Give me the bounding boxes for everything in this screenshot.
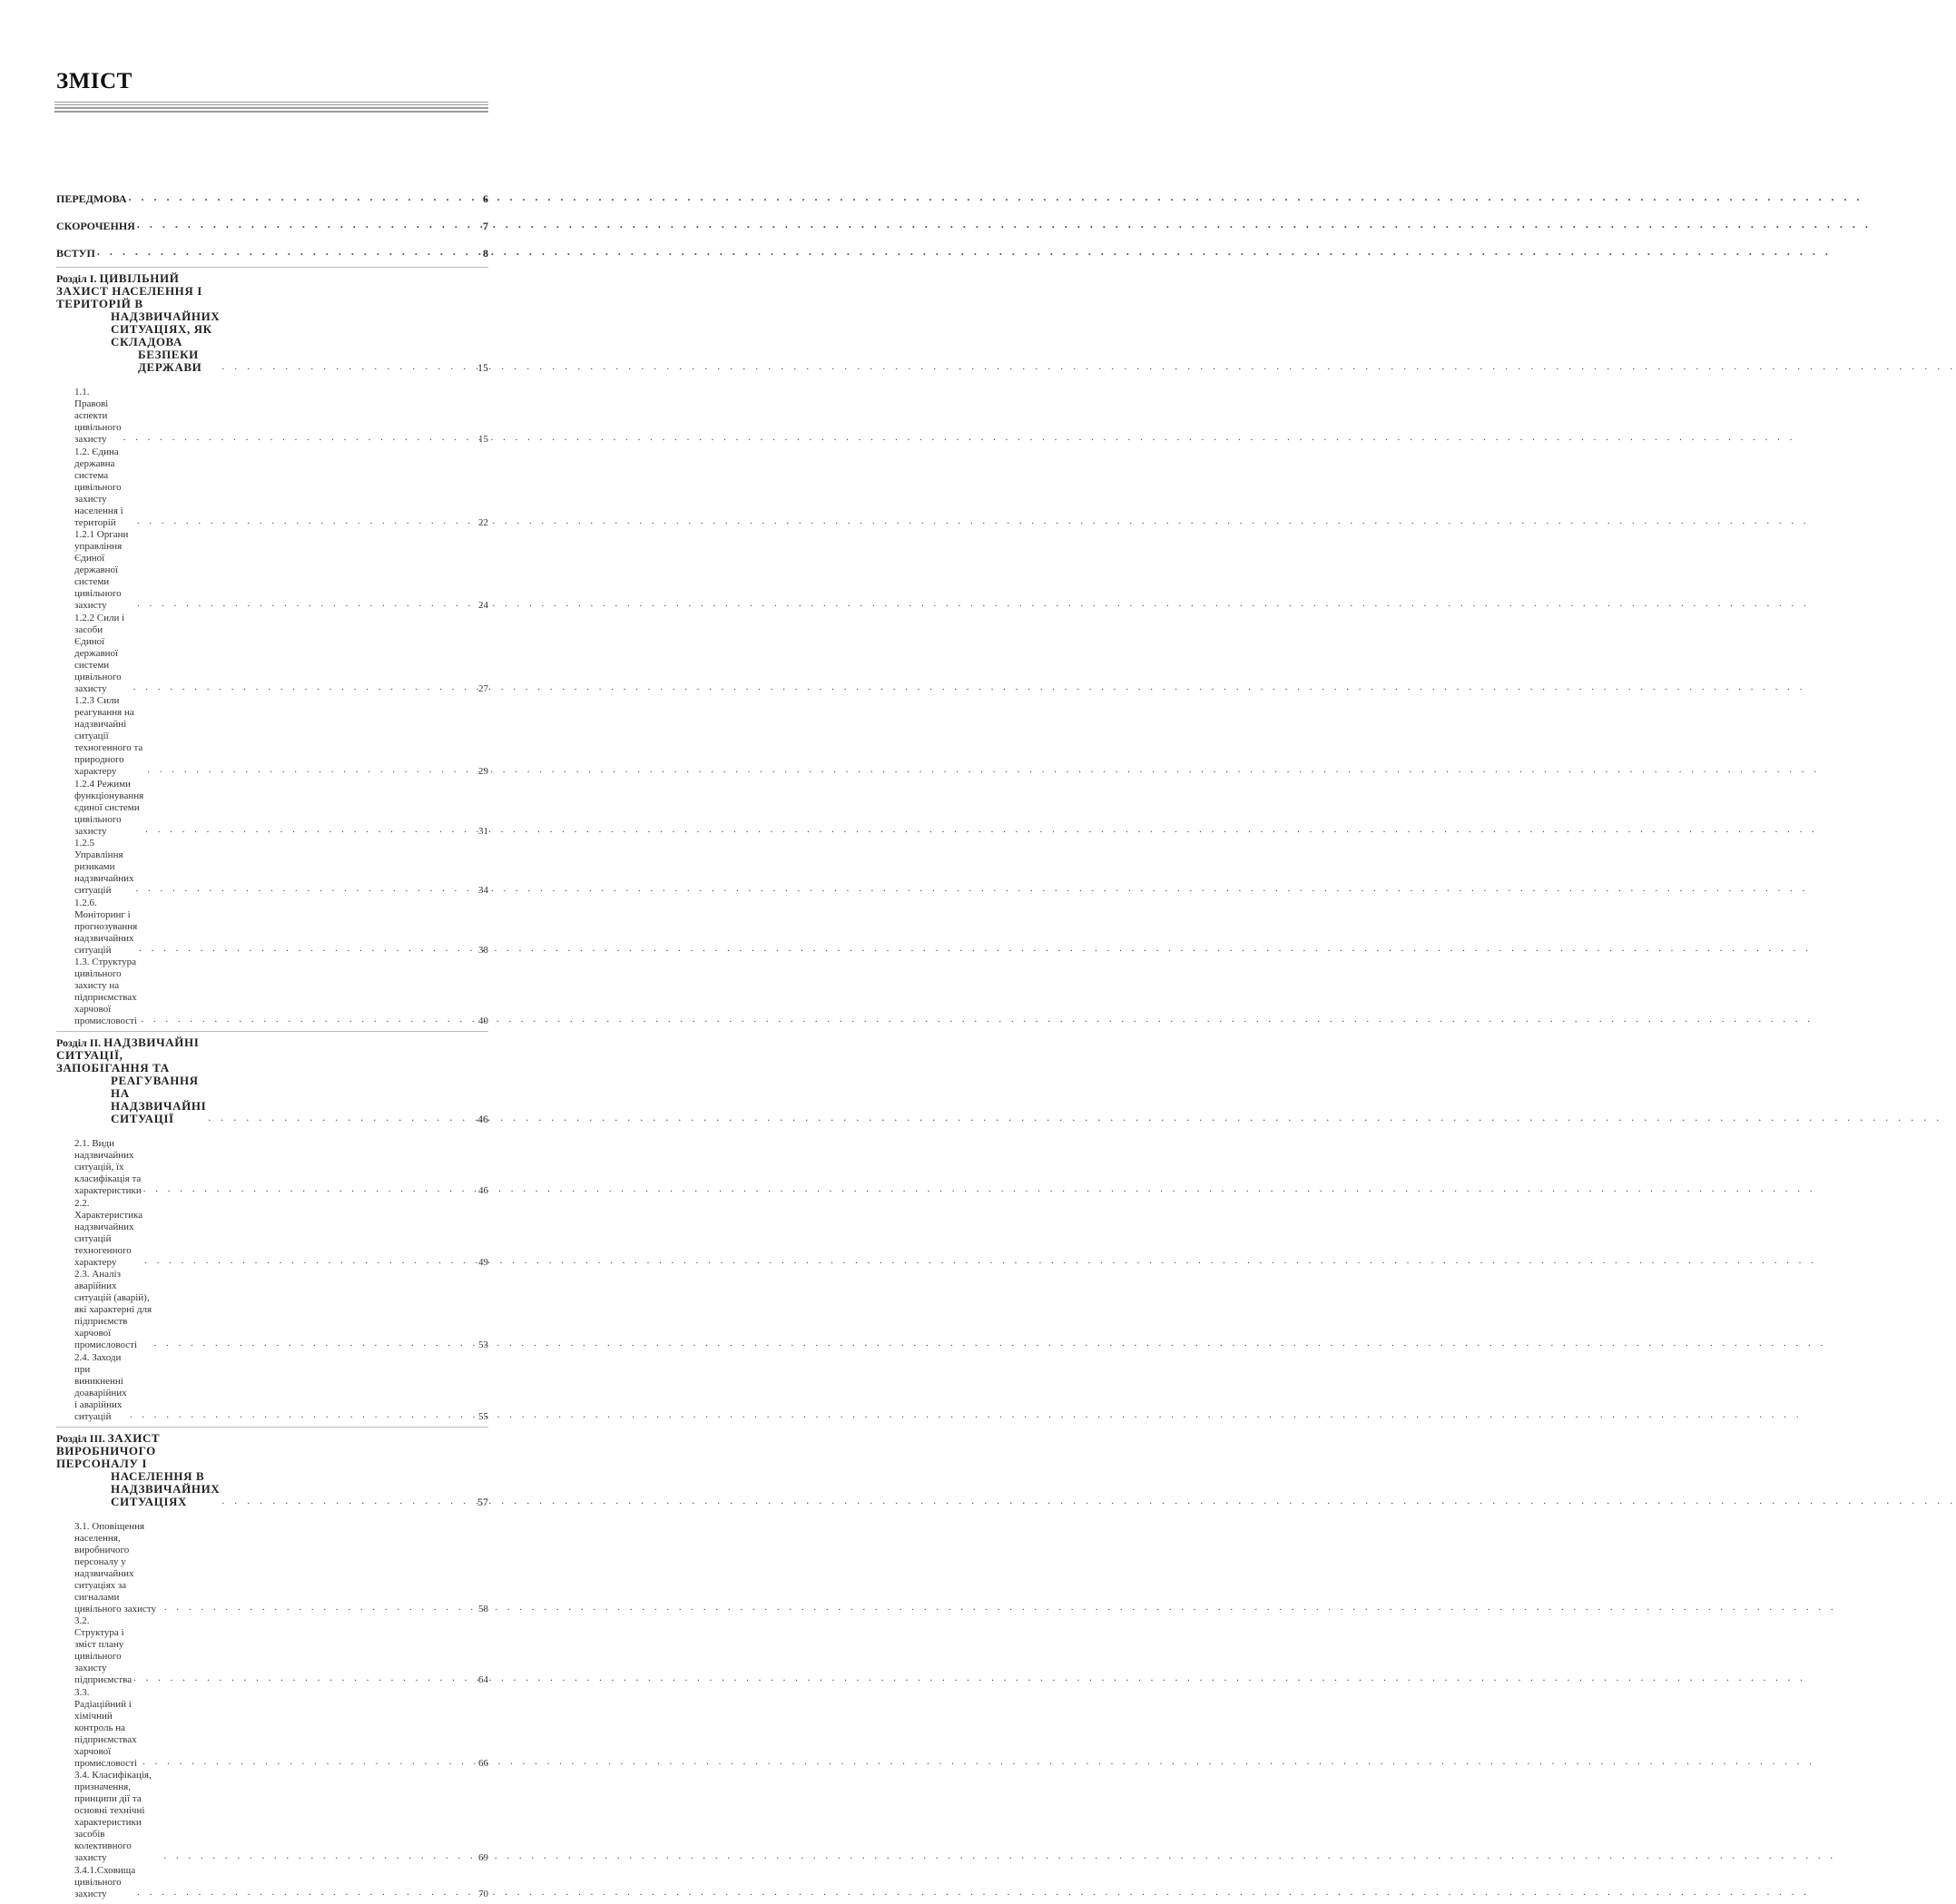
- dot-leader: [123, 432, 472, 444]
- section-prefix: Розділ І.: [56, 272, 97, 285]
- toc-entry-preface[interactable]: [56, 191, 488, 205]
- toc-item[interactable]: [56, 529, 488, 612]
- toc-item[interactable]: [56, 1352, 488, 1423]
- dot-leader: [164, 1602, 472, 1614]
- document-page: [0, 0, 545, 1899]
- dot-leader: [144, 1255, 472, 1267]
- toc-item-text: 2.1. Види надзвичайних ситуацій, їх класифікація та характеристики: [74, 1138, 142, 1196]
- dot-leader: [208, 1111, 472, 1124]
- toc-item[interactable]: [56, 898, 488, 957]
- toc-page-number: 46: [478, 1185, 488, 1196]
- toc-page-number: 34: [478, 885, 488, 896]
- toc-item-text: 1.1. Правові аспекти цивільного захисту: [74, 387, 122, 445]
- dot-leader: [137, 598, 472, 610]
- dot-leader: [130, 1409, 472, 1421]
- toc-page-number: 29: [478, 766, 488, 777]
- section-title: [56, 272, 220, 374]
- toc-page-number: 27: [478, 682, 488, 694]
- dot-leader: [145, 824, 472, 836]
- dot-leader: [97, 245, 472, 258]
- toc-page-number: 22: [478, 516, 488, 528]
- toc-item[interactable]: [56, 1770, 488, 1864]
- toc-item-text: 3.3. Радіаційний і хімічний контроль на підприємствах харчової промисловості: [74, 1686, 138, 1769]
- toc-page-number: 31: [478, 825, 488, 837]
- section-title-line: НАСЕЛЕННЯ В НАДЗВИЧАЙНИХ СИТУАЦІЯХ: [111, 1468, 221, 1508]
- section-title: [56, 1036, 206, 1125]
- toc-item-text: 1.3. Структура цивільного захисту на підприємствах харчової промисловості: [74, 957, 138, 1026]
- toc-item[interactable]: [56, 838, 488, 897]
- toc-item-text: 1.2.6. Моніторинг і прогнозування надзвичайних ситуацій: [74, 897, 138, 956]
- dot-leader: [143, 1183, 472, 1195]
- page-title: ЗМІСТ: [56, 69, 133, 93]
- section-prefix: Розділ ІІІ.: [56, 1431, 105, 1445]
- toc-item-text: 2.4. Заходи при виникненні доаварійних і аварійних ситуацій: [74, 1351, 127, 1422]
- toc-section-1[interactable]: [56, 272, 488, 374]
- section-title-line: НАДЗВИЧАЙНІ СИТУАЦІЇ, ЗАПОБІГАННЯ ТА: [56, 1035, 200, 1075]
- dot-leader: [136, 883, 473, 895]
- toc-item[interactable]: [56, 1615, 488, 1686]
- toc-item-text: 1.2.2 Сили і засоби Єдиної державної системи цивільного захисту: [74, 612, 125, 694]
- toc-item-text: 2.3. Аналіз аварійних ситуацій (аварій), які характерні для підприємств харчової промисловості: [74, 1269, 152, 1350]
- toc-item-text: 3.4.1.Сховища цивільного захисту: [74, 1864, 136, 1899]
- toc-page-number: 46: [477, 1113, 488, 1125]
- section-divider: [56, 1427, 488, 1428]
- toc-page-number: 7: [483, 220, 488, 232]
- title-rule: [54, 107, 488, 109]
- dot-leader: [143, 1756, 472, 1768]
- toc-item[interactable]: [56, 613, 488, 695]
- toc-page-number: 57: [477, 1495, 488, 1508]
- toc-page-number: 49: [478, 1256, 488, 1268]
- toc-page-number: 6: [483, 192, 488, 205]
- toc-item[interactable]: [56, 1521, 488, 1615]
- toc-item[interactable]: [56, 1687, 488, 1770]
- toc-item-text: 1.2.4 Режими функціонування єдиної системи цивільного захисту: [74, 778, 144, 837]
- toc-section-2[interactable]: [56, 1036, 488, 1125]
- toc-item-text: 2.2. Характеристика надзвичайних ситуацій техногенного характеру: [74, 1197, 143, 1268]
- toc-item[interactable]: [56, 1269, 488, 1351]
- section-title-line: ЦИВІЛЬНИЙ ЗАХИСТ НАСЕЛЕННЯ І ТЕРИТОРІЙ В: [56, 271, 202, 310]
- dot-leader: [133, 682, 472, 693]
- toc-page-number: 64: [478, 1674, 488, 1685]
- dot-leader: [137, 1887, 472, 1899]
- toc-item[interactable]: [56, 1198, 488, 1269]
- toc-item[interactable]: [56, 447, 488, 529]
- toc-item-text: 3.2. Структура і зміст плану цивільного захисту підприємства: [74, 1615, 133, 1685]
- section-title: [56, 1432, 220, 1508]
- dot-leader: [221, 1494, 472, 1507]
- toc-entry-label: ВСТУП: [56, 247, 95, 260]
- dot-leader: [221, 359, 472, 372]
- toc-item-text: 1.2. Єдина державна система цивільного захисту населення і територій: [74, 446, 123, 528]
- section-2-items: [56, 1138, 488, 1423]
- title-rule: [54, 102, 488, 103]
- toc-item-text: 1.2.3 Сили реагування на надзвичайні ситуації техногенного та природного характеру: [74, 695, 143, 777]
- section-3-items: [56, 1521, 488, 1900]
- dot-leader: [137, 218, 472, 231]
- toc-page-number: 55: [478, 1410, 488, 1422]
- dot-leader: [141, 1014, 472, 1026]
- toc-item-text: 3.1. Оповіщення населення, виробничого персоналу у надзвичайних ситуаціях за сигналами цивільного захисту: [74, 1520, 157, 1614]
- section-title-line: НАДЗВИЧАЙНИХ СИТУАЦІЯХ, ЯК СКЛАДОВА: [111, 309, 221, 348]
- dot-leader: [133, 1673, 472, 1684]
- table-of-contents: [56, 191, 488, 1904]
- toc-item-text: 1.2.1 Органи управління Єдиної державної системи цивільного захисту: [74, 529, 129, 611]
- toc-item[interactable]: [56, 387, 488, 446]
- toc-page-number: 53: [478, 1340, 488, 1350]
- toc-item[interactable]: [56, 1865, 488, 1900]
- toc-item[interactable]: [56, 957, 488, 1027]
- toc-item-text: 1.2.5 Управління ризиками надзвичайних ситуацій: [74, 838, 134, 896]
- dot-leader: [153, 1338, 472, 1349]
- toc-section-3[interactable]: [56, 1432, 488, 1508]
- dot-leader: [139, 943, 472, 955]
- toc-page-number: 15: [477, 361, 488, 374]
- toc-page-number: 70: [478, 1888, 488, 1899]
- section-title-line: ЗАХИСТ ВИРОБНИЧОГО ПЕРСОНАЛУ І: [56, 1430, 161, 1470]
- toc-page-number: 15: [478, 434, 488, 445]
- section-1-items: [56, 387, 488, 1027]
- section-divider: [56, 267, 488, 268]
- dot-leader: [129, 191, 472, 203]
- section-divider: [56, 1031, 488, 1032]
- toc-page-number: 24: [478, 600, 488, 611]
- toc-item[interactable]: [56, 695, 488, 778]
- toc-page-number: 38: [478, 944, 488, 956]
- toc-entry-abbreviations[interactable]: [56, 218, 488, 232]
- toc-entry-label: ПЕРЕДМОВА: [56, 192, 127, 205]
- dot-leader: [163, 1850, 472, 1862]
- title-rule: [54, 111, 488, 113]
- toc-page-number: 66: [478, 1757, 488, 1769]
- dot-leader: [147, 764, 472, 776]
- toc-entry-introduction[interactable]: [56, 245, 488, 260]
- toc-page-number: 69: [478, 1852, 488, 1863]
- toc-entry-label: СКОРОЧЕННЯ: [56, 220, 135, 232]
- toc-page-number: 58: [478, 1603, 488, 1614]
- toc-item[interactable]: [56, 1138, 488, 1197]
- section-title-line: РЕАГУВАННЯ НА НАДЗВИЧАЙНІ СИТУАЦІЇ: [111, 1074, 207, 1125]
- dot-leader: [137, 515, 472, 527]
- toc-page-number: 40: [478, 1016, 488, 1026]
- section-title-line: БЕЗПЕКИ ДЕРЖАВИ: [138, 348, 202, 374]
- toc-page-number: 8: [483, 247, 488, 260]
- title-rule: [54, 104, 488, 105]
- toc-item-text: 3.4. Класифікація, призначення, принципи дії та основні технічні характеристики засобів колективного захисту: [74, 1770, 152, 1863]
- toc-item[interactable]: [56, 779, 488, 838]
- section-prefix: Розділ ІІ.: [56, 1036, 102, 1049]
